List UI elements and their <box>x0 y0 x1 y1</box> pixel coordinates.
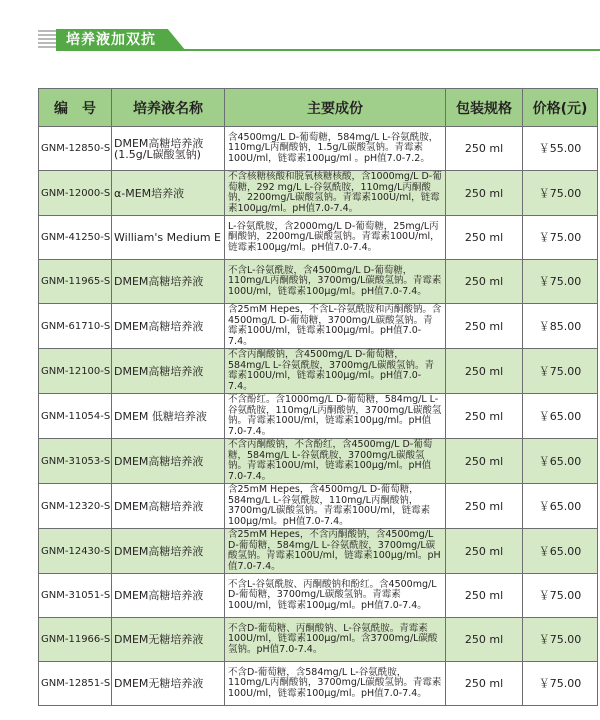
table-row <box>39 439 598 484</box>
product-price: ￥65.00 <box>523 439 598 484</box>
product-code: GNM-41250-S <box>39 216 112 260</box>
product-code: GNM-12430-S <box>39 529 112 574</box>
table-row <box>39 171 598 216</box>
product-components: 不含D-葡萄糖、丙酮酸钠、L-谷氨酰胺。青霉素100U/ml，链霉素100μg/ml。含3700mg/L碳酸氢钠。pH值7.0-7.4。 <box>225 618 446 662</box>
product-name: DMEM高糖培养液(1.5g/L碳酸氢钠) <box>112 127 225 171</box>
header-price: 价格(元) <box>523 89 598 127</box>
product-size: 250 ml <box>446 662 523 706</box>
product-components: 含4500mg/L D-葡萄糖，584mg/L L-谷氨酰胺，110mg/L丙酮酸钠，1.5g/L碳酸氢钠。青霉素100U/ml，链霉素100μg/ml 。pH值7.0-7.2。 <box>225 127 446 171</box>
product-price: ￥65.00 <box>523 484 598 529</box>
table-row <box>39 529 598 574</box>
table-row <box>39 394 598 439</box>
table-row <box>39 484 598 529</box>
product-code: GNM-12320-S <box>39 484 112 529</box>
product-name: DMEM无糖培养液 <box>112 618 225 662</box>
product-components: 含25mM Hepes，不含L-谷氨酰胺和丙酮酸钠。含4500mg/L D-葡萄糖，3700mg/L碳酸氢钠。青霉素100U/ml，链霉素100μg/ml。pH值7.0-7.4。 <box>225 304 446 349</box>
product-price: ￥75.00 <box>523 618 598 662</box>
product-components: 不含L-谷氨酰胺，含4500mg/L D-葡萄糖，110mg/L丙酮酸钠，3700mg/L碳酸氢钠。青霉素100U/ml，链霉素100μg/ml。pH值7.0-7.4。 <box>225 260 446 304</box>
product-price: ￥75.00 <box>523 349 598 394</box>
title-stripes-decoration <box>38 30 56 50</box>
table-row <box>39 304 598 349</box>
product-components: 含25mM Hepes，不含丙酮酸钠，含4500mg/L D-葡萄糖，584mg/L L-谷氨酰胺，3700mg/L碳酸氢钠。青霉素100U/ml，链霉素100μg/ml。pH值7.0-7.4。 <box>225 529 446 574</box>
product-price: ￥55.00 <box>523 127 598 171</box>
product-size: 250 ml <box>446 127 523 171</box>
header-components: 主要成份 <box>225 89 446 127</box>
product-price: ￥75.00 <box>523 171 598 216</box>
section-title-underline <box>56 49 600 51</box>
product-code: GNM-12851-S <box>39 662 112 706</box>
product-code: GNM-11054-S <box>39 394 112 439</box>
table-row <box>39 574 598 618</box>
product-name: DMEM无糖培养液 <box>112 662 225 706</box>
table-row <box>39 127 598 171</box>
product-code: GNM-12100-S <box>39 349 112 394</box>
product-code: GNM-61710-S <box>39 304 112 349</box>
product-name: William's Medium E <box>112 216 225 260</box>
header-size: 包装规格 <box>446 89 523 127</box>
product-name: DMEM高糖培养液 <box>112 439 225 484</box>
product-name: α-MEM培养液 <box>112 171 225 216</box>
product-size: 250 ml <box>446 260 523 304</box>
product-size: 250 ml <box>446 618 523 662</box>
product-size: 250 ml <box>446 304 523 349</box>
table-row <box>39 662 598 706</box>
product-price: ￥65.00 <box>523 529 598 574</box>
table-row <box>39 618 598 662</box>
product-components: 不含核糖核酸和脱氧核糖核酸，含1000mg/L D-葡萄糖，292 mg/L L-谷氨酰胺，110mg/L丙酮酸钠，2200mg/L碳酸氢钠。青霉素100U/ml，链霉素100μg/ml。pH值7.0-7.4。 <box>225 171 446 216</box>
product-name: DMEM高糖培养液 <box>112 484 225 529</box>
product-size: 250 ml <box>446 484 523 529</box>
product-price: ￥65.00 <box>523 394 598 439</box>
table-row <box>39 349 598 394</box>
product-code: GNM-11966-S <box>39 618 112 662</box>
product-code: GNM-31053-S <box>39 439 112 484</box>
table-row <box>39 260 598 304</box>
product-size: 250 ml <box>446 171 523 216</box>
product-name: DMEM高糖培养液 <box>112 260 225 304</box>
product-components: 含25mM Hepes，含4500mg/L D-葡萄糖，584mg/L L-谷氨酰胺，110mg/L丙酮酸钠，3700mg/L碳酸氢钠。青霉素100U/ml，链霉素100μg/ml。pH值7.0-7.4。 <box>225 484 446 529</box>
product-price: ￥75.00 <box>523 260 598 304</box>
product-code: GNM-31051-S <box>39 574 112 618</box>
product-components: 不含丙酮酸钠，含4500mg/L D-葡萄糖，584mg/L L-谷氨酰胺，3700mg/L碳酸氢钠。青霉素100U/ml，链霉素100μg/ml。pH值7.0-7.4。 <box>225 349 446 394</box>
section-title: 培养液加双抗 <box>66 32 156 48</box>
product-price: ￥75.00 <box>523 574 598 618</box>
product-components: 不含L-谷氨酰胺、丙酮酸钠和酚红。含4500mg/L D-葡萄糖，3700mg/L碳酸氢钠。青霉素100U/ml，链霉素100μg/ml。pH值7.0-7.4。 <box>225 574 446 618</box>
header-name: 培养液名称 <box>112 89 225 127</box>
product-size: 250 ml <box>446 574 523 618</box>
product-components: L-谷氨酰胺，含2000mg/L D-葡萄糖，25mg/L丙酮酸钠，2200mg/L碳酸氢钠。青霉素100U/ml，链霉素100μg/ml。pH值7.0-7.4。 <box>225 216 446 260</box>
product-name: DMEM 低糖培养液 <box>112 394 225 439</box>
product-table <box>38 88 598 706</box>
product-components: 不含丙酮酸钠，不含酚红，含4500mg/L D-葡萄糖，584mg/L L-谷氨酰胺，3700mg/L碳酸氢钠。青霉素100U/ml，链霉素100μg/ml。pH值7.0-7.4。 <box>225 439 446 484</box>
product-price: ￥85.00 <box>523 304 598 349</box>
product-code: GNM-12850-S <box>39 127 112 171</box>
product-size: 250 ml <box>446 439 523 484</box>
product-size: 250 ml <box>446 529 523 574</box>
product-price: ￥75.00 <box>523 216 598 260</box>
product-code: GNM-12000-S <box>39 171 112 216</box>
product-size: 250 ml <box>446 216 523 260</box>
table-header-row <box>39 89 598 127</box>
product-price: ￥75.00 <box>523 662 598 706</box>
product-name: DMEM高糖培养液 <box>112 574 225 618</box>
product-components: 不含D-葡萄糖，含584mg/L L-谷氨酰胺，110mg/L丙酮酸钠，3700mg/L碳酸氢钠。青霉素100U/ml，链霉素100μg/ml。pH值7.0-7.4。 <box>225 662 446 706</box>
product-name: DMEM高糖培养液 <box>112 304 225 349</box>
product-size: 250 ml <box>446 349 523 394</box>
product-name: DMEM高糖培养液 <box>112 529 225 574</box>
header-code: 编 号 <box>39 89 112 127</box>
table-row <box>39 216 598 260</box>
product-components: 不含酚红。含1000mg/L D-葡萄糖，584mg/L L-谷氨酰胺，110mg/L丙酮酸钠，3700mg/L碳酸氢钠。青霉素100U/ml，链霉素100μg/ml。pH值7.0-7.4。 <box>225 394 446 439</box>
product-name: DMEM高糖培养液 <box>112 349 225 394</box>
product-size: 250 ml <box>446 394 523 439</box>
product-code: GNM-11965-S <box>39 260 112 304</box>
